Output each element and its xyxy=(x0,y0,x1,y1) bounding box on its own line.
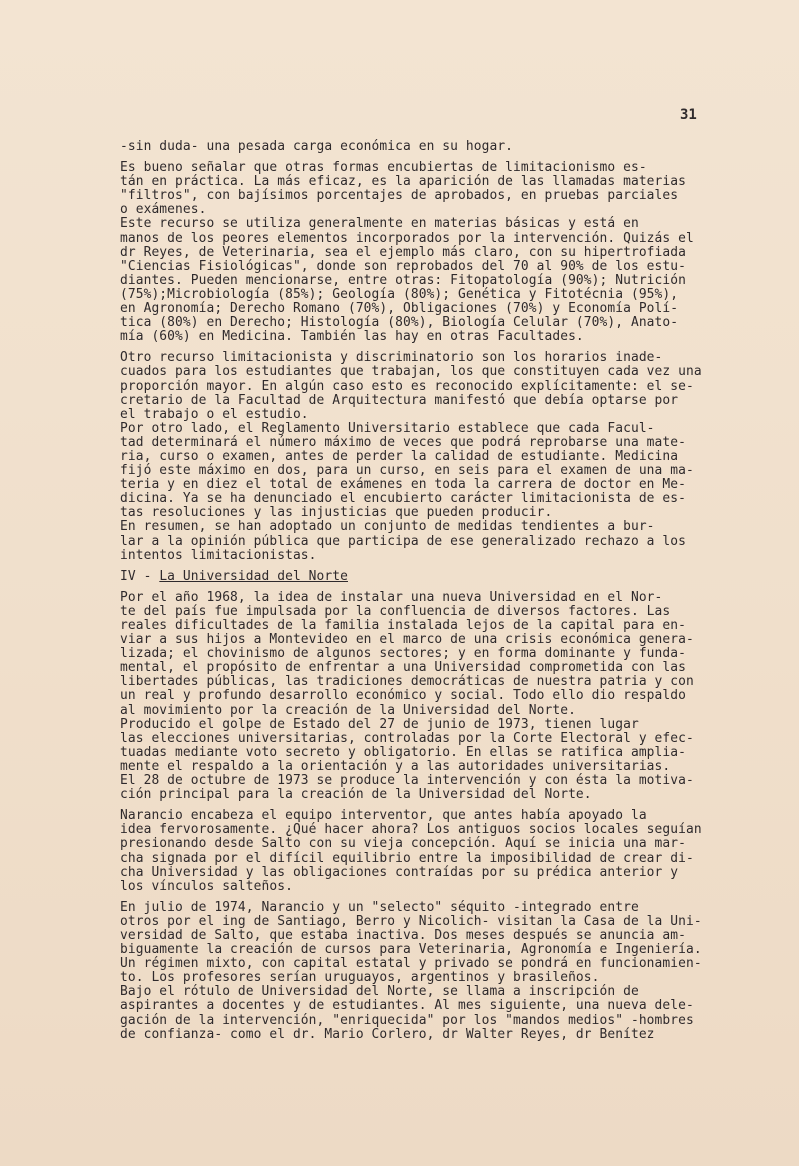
text-line: intentos limitacionistas. xyxy=(120,547,317,563)
text-line: tuadas mediante voto secreto y obligatorio. En ellas se ratifica amplia- xyxy=(120,744,686,760)
text-line: biguamente la creación de cursos para Veterinaria, Agronomía e Ingeniería. xyxy=(120,942,702,958)
text-line: "filtros", con bajísimos porcentajes de aprobados, en pruebas parciales xyxy=(120,188,679,204)
text-line: tán en práctica. La más eficaz, es la aparición de las llamadas materias xyxy=(120,174,686,190)
text-line: cuados para los estudiantes que trabajan, los que constituyen cada vez una xyxy=(120,364,702,380)
text-line: el trabajo o el estudio. xyxy=(120,406,309,422)
text-line: fijó este máximo en dos, para un curso, en seis para el examen de una ma- xyxy=(120,463,694,479)
text-line: El 28 de octubre de 1973 se produce la intervención y con ésta la motiva- xyxy=(120,773,694,789)
text-line: "Ciencias Fisiológicas", donde son reprobados del 70 al 90% de los estu- xyxy=(120,258,686,274)
paragraph-intro xyxy=(120,140,760,154)
text-line: las elecciones universitarias, controladas por la Corte Electoral y efec- xyxy=(120,730,694,746)
text-line: presionando desde Salto con su vieja concepción. Aquí se inicia una mar- xyxy=(120,836,686,852)
section-heading-title: La Universidad del Norte xyxy=(159,568,348,584)
paragraph-resumen xyxy=(120,520,760,562)
text-line: diantes. Pueden mencionarse, entre otras: Fitopatología (90%); Nutrición xyxy=(120,272,686,288)
text-line: to. Los profesores serían uruguayos, argentinos y brasileños. xyxy=(120,970,600,986)
text-line: Por el año 1968, la idea de instalar una nueva Universidad en el Nor- xyxy=(120,589,663,605)
text-line: aspirantes a docentes y de estudiantes. Al mes siguiente, una nueva dele- xyxy=(120,998,694,1014)
text-line: tad determinará el número máximo de veces que podrá reprobarse una mate- xyxy=(120,434,686,450)
text-line: ción principal para la creación de la Universidad del Norte. xyxy=(120,787,592,803)
text-line: mente el respaldo a la orientación y a las autoridades universitarias. xyxy=(120,758,671,774)
text-line: versidad de Salto, que estaba inactiva. Dos meses después se anuncia am- xyxy=(120,927,686,943)
body-text xyxy=(120,140,760,1042)
text-line: o exámenes. xyxy=(120,202,207,218)
text-line: viar a sus hijos a Montevideo en el marco de una crisis económica genera- xyxy=(120,632,694,648)
text-line: otros por el ing de Santiago, Berro y Nicolich- visitan la Casa de la Uni- xyxy=(120,913,702,929)
text-line: Producido el golpe de Estado del 27 de junio de 1973, tienen lugar xyxy=(120,716,639,732)
text-line: Un régimen mixto, con capital estatal y privado se pondrá en funcionamien- xyxy=(120,956,702,972)
paragraph-recurso xyxy=(120,217,760,344)
text-line: En julio de 1974, Narancio y un "selecto" séquito -integrado entre xyxy=(120,899,639,915)
text-line: idea fervorosamente. ¿Qué hacer ahora? Los antiguos socios locales seguían xyxy=(120,822,702,838)
text-line: mía (60%) en Medicina. También las hay en otras Facultades. xyxy=(120,329,584,345)
text-line: un real y profundo desarrollo económico y social. Todo ello dio respaldo xyxy=(120,688,686,704)
text-line: te del país fue impulsada por la confluencia de diversos factores. Las xyxy=(120,603,671,619)
paragraph-horarios xyxy=(120,351,760,421)
text-line: reales dificultades de la familia instalada lejos de la capital para en- xyxy=(120,618,686,633)
paragraph-golpe xyxy=(120,718,760,803)
text-line: dr Reyes, de Veterinaria, sea el ejemplo más claro, con su hipertrofiada xyxy=(120,244,686,260)
page-number: 31 xyxy=(680,107,697,123)
paragraph-narancio xyxy=(120,809,760,894)
text-line: lizada; el chovinismo de algunos sectores; y en forma dominante y funda- xyxy=(120,646,686,662)
paragraph-filtros xyxy=(120,161,760,217)
paragraph-1968 xyxy=(120,591,760,718)
text-line: dicina. Ya se ha denunciado el encubierto carácter limitacionista de es- xyxy=(120,491,686,507)
text-line: cha signada por el difícil equilibrio entre la imposibilidad de crear di- xyxy=(120,850,694,866)
text-line: tica (80%) en Derecho; Histología (80%), Biología Celular (70%), Anato- xyxy=(120,315,679,331)
text-line: ria, curso o examen, antes de perder la calidad de estudiante. Medicina xyxy=(120,448,679,464)
text-line: tas resoluciones y las injusticias que pueden producir. xyxy=(120,505,553,521)
text-line: gación de la intervención, "enriquecida" por los "mandos medios" -hombres xyxy=(120,1012,694,1028)
paragraph-julio xyxy=(120,901,760,986)
text-line: En resumen, se han adoptado un conjunto de medidas tendientes a bur- xyxy=(120,519,655,535)
text-line: Por otro lado, el Reglamento Universitario establece que cada Facul- xyxy=(120,420,655,436)
text-line: manos de los peores elementos incorporados por la intervención. Quizás el xyxy=(120,230,694,246)
text-line: Este recurso se utiliza generalmente en materias básicas y está en xyxy=(120,216,639,232)
paragraph-rotulo xyxy=(120,985,760,1041)
text-line: los vínculos salteños. xyxy=(120,878,293,894)
text-line: Bajo el rótulo de Universidad del Norte, se llama a inscripción de xyxy=(120,984,639,1000)
text-line: -sin duda- una pesada carga económica en su hogar. xyxy=(120,139,514,154)
section-heading-prefix: IV - xyxy=(120,568,160,584)
text-line: cha Universidad y las obligaciones contraídas por su prédica anterior y xyxy=(120,864,679,880)
text-line: Narancio encabeza el equipo interventor, que antes había apoyado la xyxy=(120,808,647,824)
text-line: cretario de la Facultad de Arquitectura manifestó que debía optarse por xyxy=(120,392,679,408)
text-line: en Agronomía; Derecho Romano (70%), Obligaciones (70%) y Economía Polí- xyxy=(120,301,679,317)
text-line: mental, el propósito de enfrentar a una Universidad comprometida con las xyxy=(120,660,686,676)
text-line: Otro recurso limitacionista y discriminatorio son los horarios inade- xyxy=(120,350,663,366)
text-line: de confianza- como el dr. Mario Corlero, dr Walter Reyes, dr Benítez xyxy=(120,1026,655,1042)
text-line: libertades públicas, las tradiciones democráticas de nuestra patria y con xyxy=(120,674,694,690)
paragraph-reglamento xyxy=(120,422,760,521)
text-line: lar a la opinión pública que participa de ese generalizado rechazo a los xyxy=(120,533,686,549)
text-line: teria y en diez el total de exámenes en toda la carrera de doctor en Me- xyxy=(120,477,686,493)
text-line: Es bueno señalar que otras formas encubiertas de limitacionismo es- xyxy=(120,160,647,176)
text-line: al movimiento por la creación de la Universidad del Norte. xyxy=(120,702,576,718)
section-heading xyxy=(120,570,760,584)
text-line: (75%);Microbiología (85%); Geología (80%); Genética y Fitotécnia (95%), xyxy=(120,286,679,302)
text-line: proporción mayor. En algún caso esto es reconocido explícitamente: el se- xyxy=(120,378,694,394)
